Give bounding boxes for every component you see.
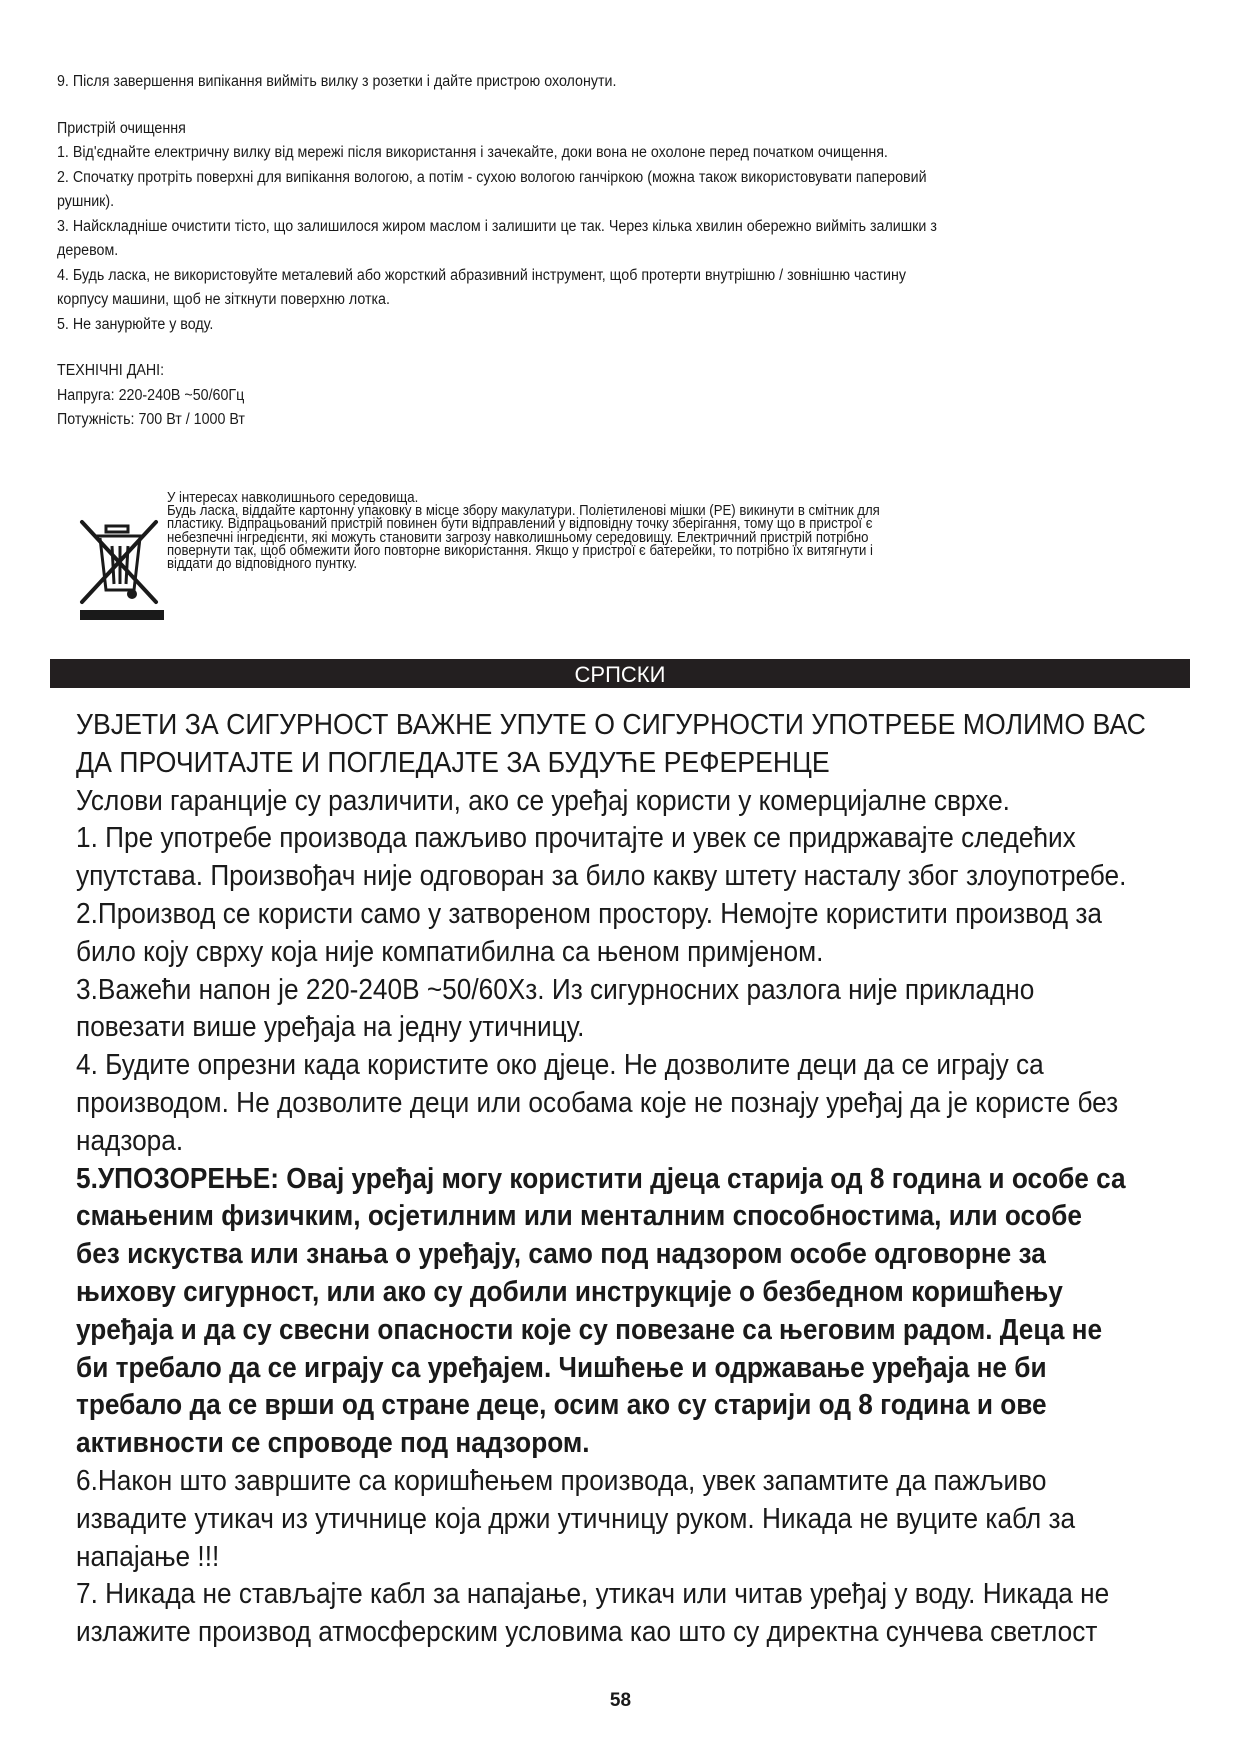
- voltage-spec: Напруга: 220-240В ~50/60Гц: [57, 386, 245, 404]
- warning-line: требало да се врши од стране деце, осим ако су старији од 8 година и ове: [76, 1389, 1047, 1422]
- warning-line: њихову сигурност, или ако су добили инструкције о безбедном коришћењу: [76, 1275, 1063, 1308]
- cleaning-line: 5. Не занурюйте у воду.: [57, 315, 214, 333]
- safety-heading: ДА ПРОЧИТАЈТЕ И ПОГЛЕДАЈТЕ ЗА БУДУЋЕ РЕФЕРЕНЦЕ: [76, 746, 830, 779]
- instruction-line: излажите производ атмосферским условима као што су директна сунчева светлост: [76, 1616, 1098, 1649]
- environment-line: віддати до відповідного пунтку.: [167, 556, 358, 573]
- warning-line: би требало да се играју са уређајем. Чишћење и одржавање уређаја не би: [76, 1351, 1047, 1384]
- instruction-line: повезати више уређаја на једну утичницу.: [76, 1011, 585, 1044]
- instruction-line: 7. Никада не стављајте кабл за напајање, утикач или читав уређај у воду. Никада не: [76, 1578, 1110, 1611]
- environment-line: Будь ласка, віддайте картонну упаковку в місце збору макулатури. Поліетиленові мішки (PE) викинути в смітник для: [167, 503, 880, 520]
- instruction-line: 2.Производ се користи само у затвореном простору. Немојте користити производ за: [76, 897, 1102, 930]
- page-number: 58: [609, 1690, 632, 1711]
- warning-line: без искуства или знања о уређају, само под надзором особе одговорне за: [76, 1238, 1046, 1271]
- environment-line: небезпечні інгредієнти, які можуть становити загрозу навколишньому середовищу. Електричний пристрій потрібно: [167, 529, 869, 546]
- cleaning-line: корпусу машини, щоб не зіткнути поверхню лотка.: [57, 291, 390, 308]
- instruction-line: 6.Након што завршите са коришћењем производа, увек запамтите да пажљиво: [76, 1464, 1047, 1497]
- warning-line: активности се спроводе под надзором.: [76, 1427, 590, 1460]
- cleaning-line: деревом.: [57, 242, 119, 259]
- cleaning-line: 1. Від'єднайте електричну вилку від мережі після використання і зачекайте, доки вона не охолоне перед початком очищення.: [57, 144, 888, 161]
- instruction-line: 4. Будите опрезни када користите око дјеце. Не дозволите деци да се играју са: [76, 1049, 1044, 1082]
- environment-line: повернути так, щоб обмежити його повторне використання. Якщо у пристрої є батерейки, то потрібно їх витягнути і: [167, 542, 873, 559]
- tech-title: ТЕХНІЧНІ ДАНІ:: [57, 362, 165, 379]
- environment-text: [167, 492, 1214, 571]
- warning-line: 5.УПОЗОРЕЊЕ: Овај уређај могу користити дјеца старија од 8 година и особе са: [76, 1162, 1126, 1195]
- instruction-line: извадите утикач из утичнице која држи утичницу руком. Никада не вуците кабл за: [76, 1502, 1076, 1535]
- cleaning-line: рушник).: [57, 193, 115, 210]
- instruction-line: 3.Важећи напон је 220-240В ~50/60Хз. Из сигурносних разлога није прикладно: [76, 973, 1035, 1006]
- section-header-serbian: СРПСКИ: [50, 659, 1190, 688]
- crossed-out-wheelie-bin-icon: [74, 514, 170, 624]
- instruction-line: 1. Пре употребе производа пажљиво прочитајте и увек се придржавајте следећих: [76, 822, 1076, 855]
- instruction-line: производом. Не дозволите деци или особама које не познају уређај да је користе без: [76, 1086, 1119, 1119]
- environment-line: У інтересах навколишнього середовища.: [167, 490, 419, 506]
- cleaning-title: Пристрій очищення: [57, 119, 186, 137]
- environment-notice: [60, 492, 1180, 632]
- power-spec: Потужність: 700 Вт / 1000 Вт: [57, 411, 245, 428]
- environment-line: пластику. Відпрацьований пристрій повинен бути відправлений у відповідну точку зберігання, тому що в пристрої є: [167, 516, 873, 533]
- safety-heading: УВЈЕТИ ЗА СИГУРНОСТ ВАЖНЕ УПУТЕ О СИГУРНОСТИ УПОТРЕБЕ МОЛИМО ВАС: [76, 709, 1146, 741]
- step-9: 9. Після завершення випікання вийміть вилку з розетки і дайте пристрою охолонути.: [57, 73, 617, 90]
- instruction-line: било коју сврху која није компатибилна са њеном примјеном.: [76, 935, 824, 968]
- warning-line: уређаја и да су свесни опасности које су повезане са његовим радом. Деца не: [76, 1313, 1103, 1346]
- cleaning-line: 3. Найскладніше очистити тісто, що залишилося жиром маслом і залишити це так. Через кілька хвилин обережно вийміть залишки з: [57, 217, 937, 235]
- cleaning-line: 2. Спочатку протріть поверхні для випікання вологою, а потім - сухою вологою ганчіркою (можна також використовувати паперовий: [57, 168, 927, 186]
- instruction-line: Услови гаранције су различити, ако се уређај користи у комерцијалне сврхе.: [76, 784, 1010, 817]
- warning-line: смањеним физичким, осјетилним или менталним способностима, или особе: [76, 1200, 1082, 1233]
- cleaning-line: 4. Будь ласка, не використовуйте металевий або жорсткий абразивний інструмент, щоб протерти внутрішню / зовнішню частину: [57, 266, 906, 284]
- instruction-line: упутстава. Произвођач није одговоран за било какву штету насталу због злоупотребе.: [76, 860, 1127, 893]
- instruction-line: напајање !!!: [76, 1540, 220, 1573]
- instruction-line: надзора.: [76, 1124, 184, 1157]
- serbian-instructions: [76, 707, 1235, 1652]
- ukrainian-instructions: [57, 70, 1198, 433]
